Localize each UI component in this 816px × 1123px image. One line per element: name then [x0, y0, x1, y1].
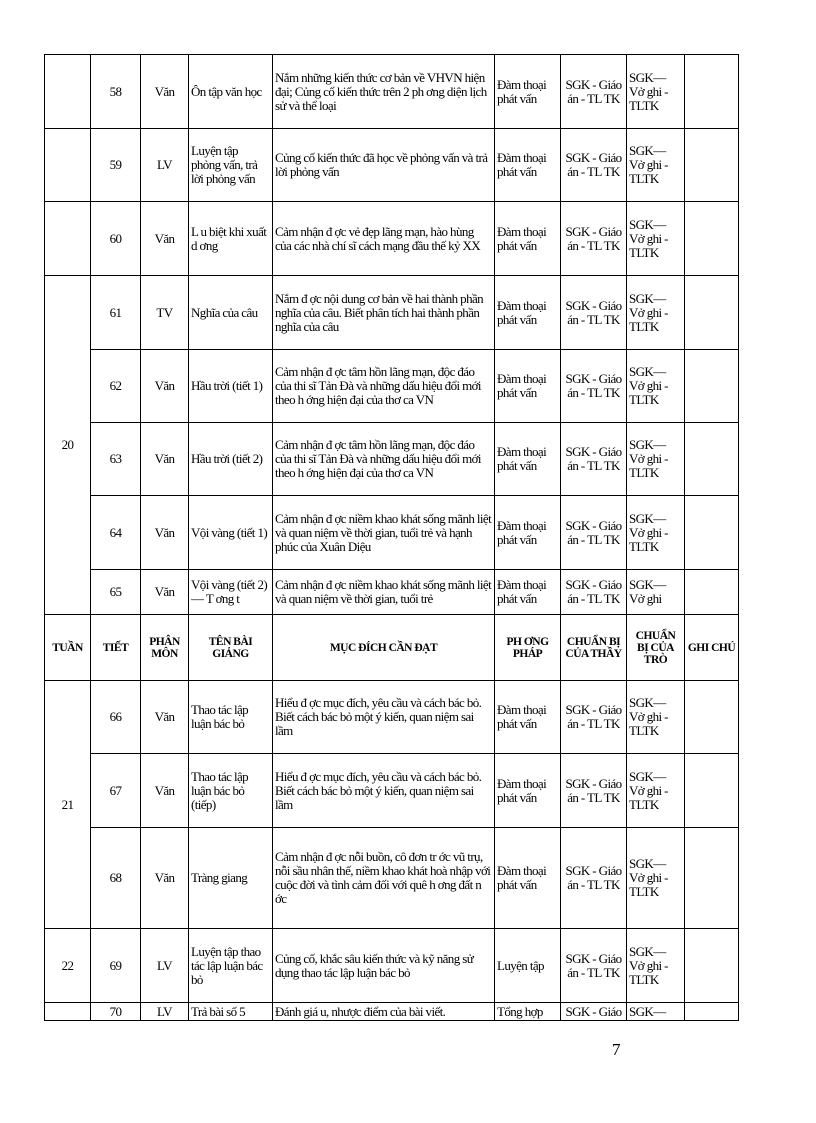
pp-cell: Tổng hợp	[495, 1003, 561, 1021]
week-number: 21	[45, 681, 91, 929]
pp-cell: Đàm thoại phát vấn	[495, 754, 561, 828]
tiet-cell: 64	[91, 496, 141, 570]
table-row	[45, 423, 739, 496]
thay-cell: SGK - Giáo án - TL TK	[561, 681, 627, 754]
tro-cell: SGK— Vở ghi - TLTK	[627, 754, 685, 828]
tiet-cell: 60	[91, 202, 141, 276]
header-ghi-chu: GHI CHÚ	[685, 615, 739, 681]
mon-cell: LV	[141, 129, 189, 202]
muc-dich-cell: Cảm nhận đ ợc tâm hồn lãng mạn, độc đáo của thi sĩ Tản Đà và những dấu hiệu đổi mới theo h ớng hiện đại của thơ ca VN	[273, 350, 495, 423]
muc-dich-cell: Cảm nhận đ ợc niềm khao khát sống mãnh liệt và quan niệm về thời gian, tuổi trẻ	[273, 570, 495, 615]
pp-cell: Đàm thoại phát vấn	[495, 423, 561, 496]
thay-cell: SGK - Giáo	[561, 1003, 627, 1021]
table-row	[45, 828, 739, 929]
thay-cell: SGK - Giáo án - TL TK	[561, 202, 627, 276]
ten-cell: Ôn tập văn học	[189, 55, 273, 129]
lesson-plan-table	[44, 54, 739, 1021]
ten-cell: Hầu trời (tiết 1)	[189, 350, 273, 423]
ghi-chu-cell	[685, 55, 739, 129]
mon-cell: Văn	[141, 423, 189, 496]
pp-cell: Đàm thoại phát vấn	[495, 828, 561, 929]
tro-cell: SGK— Vở ghi - TLTK	[627, 276, 685, 350]
mon-cell: Văn	[141, 202, 189, 276]
muc-dich-cell: Nắm đ ợc nội dung cơ bản về hai thành phần nghĩa của câu. Biết phân tích hai thành phần nghĩa của câu	[273, 276, 495, 350]
tro-cell: SGK— Vở ghi - TLTK	[627, 496, 685, 570]
tro-cell: SGK— Vở ghi - TLTK	[627, 423, 685, 496]
table-row	[45, 681, 739, 754]
ten-cell: Luyện tập phỏng vấn, trả lời phỏng vấn	[189, 129, 273, 202]
mon-cell: Văn	[141, 828, 189, 929]
tro-cell: SGK— Vở ghi - TLTK	[627, 828, 685, 929]
ten-cell: Vội vàng (tiết 2) — T ơng t	[189, 570, 273, 615]
table-row	[45, 496, 739, 570]
muc-dich-cell: Cảm nhận đ ợc niềm khao khát sống mãnh liệt và quan niệm về thời gian, tuổi trẻ và hạnh phúc của Xuân Diệu	[273, 496, 495, 570]
thay-cell: SGK - Giáo án - TL TK	[561, 828, 627, 929]
ten-cell: L u biệt khi xuất d ơng	[189, 202, 273, 276]
muc-dich-cell: Củng cố, khắc sâu kiến thức và kỹ năng sử dụng thao tác lập luận bác bỏ	[273, 929, 495, 1003]
header-tuan: TUẦN	[45, 615, 91, 681]
mon-cell: Văn	[141, 570, 189, 615]
tiet-cell: 65	[91, 570, 141, 615]
mon-cell: Văn	[141, 55, 189, 129]
thay-cell: SGK - Giáo án - TL TK	[561, 496, 627, 570]
ghi-chu-cell	[685, 929, 739, 1003]
tiet-cell: 68	[91, 828, 141, 929]
tiet-cell: 62	[91, 350, 141, 423]
muc-dich-cell: Cảm nhận đ ợc nỗi buồn, cô đơn tr ớc vũ trụ, nỗi sầu nhân thế, niềm khao khát hoà nhập với cuộc đời và tình cảm đối với quê h ơng đất n ớc	[273, 828, 495, 929]
tro-cell: SGK— Vở ghi - TLTK	[627, 350, 685, 423]
tiet-cell: 59	[91, 129, 141, 202]
ten-cell: Luyện tập thao tác lập luận bác bỏ	[189, 929, 273, 1003]
thay-cell: SGK - Giáo án - TL TK	[561, 129, 627, 202]
week-cell	[45, 202, 91, 276]
mon-cell: Văn	[141, 350, 189, 423]
muc-dich-cell: Cảm nhận đ ợc tâm hồn lãng mạn, độc đáo của thi sĩ Tản Đà và những dấu hiệu đổi mới theo h ớng hiện đại của thơ ca VN	[273, 423, 495, 496]
ten-cell: Vội vàng (tiết 1)	[189, 496, 273, 570]
pp-cell: Đàm thoại phát vấn	[495, 276, 561, 350]
table-row	[45, 202, 739, 276]
mon-cell: Văn	[141, 754, 189, 828]
pp-cell: Đàm thoại phát vấn	[495, 496, 561, 570]
header-tiet: TIẾT	[91, 615, 141, 681]
tiet-cell: 67	[91, 754, 141, 828]
table-row	[45, 570, 739, 615]
week-number: 22	[45, 929, 91, 1003]
week-cell	[45, 55, 91, 129]
ghi-chu-cell	[685, 496, 739, 570]
mon-cell: Văn	[141, 496, 189, 570]
tiet-cell: 69	[91, 929, 141, 1003]
page-number: 7	[612, 1040, 621, 1059]
tro-cell: SGK—	[627, 1003, 685, 1021]
ten-cell: Trả bài số 5	[189, 1003, 273, 1021]
muc-dich-cell: Nắm những kiến thức cơ bản về VHVN hiện đại; Củng cố kiến thức trên 2 ph ơng diện lịch sử và thể loại	[273, 55, 495, 129]
table-row	[45, 1003, 739, 1021]
tro-cell: SGK— Vở ghi	[627, 570, 685, 615]
header-muc-dich: MỤC ĐÍCH CẦN ĐẠT	[273, 615, 495, 681]
table-row	[45, 276, 739, 350]
ghi-chu-cell	[685, 423, 739, 496]
tiet-cell: 66	[91, 681, 141, 754]
ghi-chu-cell	[685, 570, 739, 615]
thay-cell: SGK - Giáo án - TL TK	[561, 754, 627, 828]
header-phuong-phap: PH ƠNG PHÁP	[495, 615, 561, 681]
week-cell	[45, 1003, 91, 1021]
pp-cell: Đàm thoại phát vấn	[495, 570, 561, 615]
table-row	[45, 55, 739, 129]
mon-cell: Văn	[141, 681, 189, 754]
tro-cell: SGK— Vở ghi - TLTK	[627, 681, 685, 754]
muc-dich-cell: Hiểu đ ợc mục đích, yêu cầu và cách bác bỏ. Biết cách bác bỏ một ý kiến, quan niệm sai lầm	[273, 754, 495, 828]
ghi-chu-cell	[685, 828, 739, 929]
tiet-cell: 61	[91, 276, 141, 350]
ten-cell: Thao tác lập luận bác bỏ	[189, 681, 273, 754]
muc-dich-cell: Đánh giá u, nhược điểm của bài viết.	[273, 1003, 495, 1021]
header-phan-mon: PHÂN MÔN	[141, 615, 189, 681]
table-row	[45, 929, 739, 1003]
ten-cell: Tràng giang	[189, 828, 273, 929]
muc-dich-cell: Củng cố kiến thức đã học về phỏng vấn và trả lời phỏng vấn	[273, 129, 495, 202]
thay-cell: SGK - Giáo án - TL TK	[561, 350, 627, 423]
pp-cell: Đàm thoại phát vấn	[495, 55, 561, 129]
ten-cell: Thao tác lập luận bác bỏ (tiếp)	[189, 754, 273, 828]
mon-cell: LV	[141, 929, 189, 1003]
mon-cell: TV	[141, 276, 189, 350]
week-number: 20	[45, 276, 91, 615]
tiet-cell: 63	[91, 423, 141, 496]
thay-cell: SGK - Giáo án - TL TK	[561, 55, 627, 129]
tiet-cell: 70	[91, 1003, 141, 1021]
tiet-cell: 58	[91, 55, 141, 129]
table-row	[45, 129, 739, 202]
header-chuan-bi-tro: CHUẨN BỊ CỦA TRÒ	[627, 615, 685, 681]
thay-cell: SGK - Giáo án - TL TK	[561, 276, 627, 350]
pp-cell: Đàm thoại phát vấn	[495, 350, 561, 423]
tro-cell: SGK— Vở ghi - TLTK	[627, 129, 685, 202]
tro-cell: SGK— Vở ghi - TLTK	[627, 929, 685, 1003]
week-cell	[45, 129, 91, 202]
table-header-row	[45, 615, 739, 681]
thay-cell: SGK - Giáo án - TL TK	[561, 423, 627, 496]
pp-cell: Đàm thoại phát vấn	[495, 129, 561, 202]
pp-cell: Đàm thoại phát vấn	[495, 202, 561, 276]
ghi-chu-cell	[685, 276, 739, 350]
ghi-chu-cell	[685, 1003, 739, 1021]
muc-dich-cell: Hiểu đ ợc mục đích, yêu cầu và cách bác bỏ. Biết cách bác bỏ một ý kiến, quan niệm sai lầm	[273, 681, 495, 754]
thay-cell: SGK - Giáo án - TL TK	[561, 929, 627, 1003]
mon-cell: LV	[141, 1003, 189, 1021]
tro-cell: SGK— Vở ghi - TLTK	[627, 202, 685, 276]
thay-cell: SGK - Giáo án - TL TK	[561, 570, 627, 615]
muc-dich-cell: Cảm nhận đ ợc vẻ đẹp lãng mạn, hào hùng của các nhà chí sĩ cách mạng đầu thế kỷ XX	[273, 202, 495, 276]
header-ten-bai-giang: TÊN BÀI GIẢNG	[189, 615, 273, 681]
header-chuan-bi-thay: CHUẨN BỊ CỦA THẦY	[561, 615, 627, 681]
table-row	[45, 350, 739, 423]
ghi-chu-cell	[685, 350, 739, 423]
ten-cell: Hầu trời (tiết 2)	[189, 423, 273, 496]
ghi-chu-cell	[685, 202, 739, 276]
ten-cell: Nghĩa của câu	[189, 276, 273, 350]
tro-cell: SGK— Vở ghi - TLTK	[627, 55, 685, 129]
pp-cell: Luyện tập	[495, 929, 561, 1003]
pp-cell: Đàm thoại phát vấn	[495, 681, 561, 754]
table-row	[45, 754, 739, 828]
ghi-chu-cell	[685, 681, 739, 754]
ghi-chu-cell	[685, 754, 739, 828]
ghi-chu-cell	[685, 129, 739, 202]
